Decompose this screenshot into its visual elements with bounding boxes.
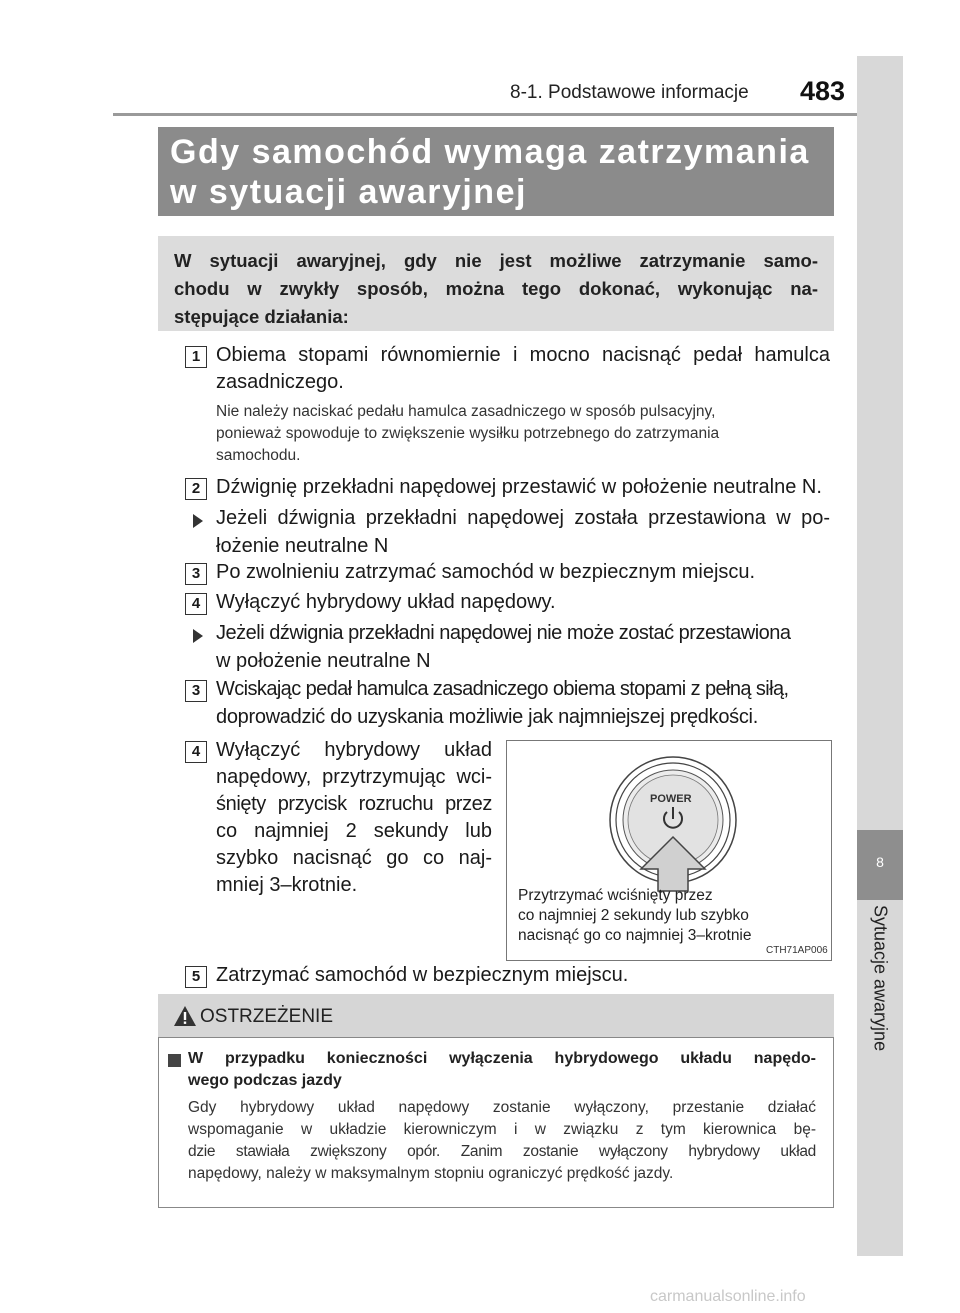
step-badge: 2	[185, 478, 207, 500]
intro-line-3: stępujące działania:	[174, 306, 349, 327]
step-1-note-1: Nie należy naciskać pedału hamulca zasadniczego w sposób pulsacyjny,	[216, 403, 716, 420]
chapter-number: 8	[876, 854, 884, 870]
step-badge: 3	[185, 563, 207, 585]
step-4a-text: Wyłączyć hybrydowy układ napędowy.	[216, 591, 556, 613]
power-button-label: POWER	[650, 793, 692, 805]
intro-line-1: W sytuacji awaryjnej, gdy nie jest możliwe zatrzymanie samo-	[174, 250, 818, 271]
figure-caption-1: Przytrzymać wciśnięty przez	[518, 887, 713, 904]
chapter-label-box	[857, 905, 903, 1135]
chapter-label: Sytuacje awaryjne	[870, 905, 891, 1052]
step-1-line-1: Obiema stopami równomiernie i mocno nacisnąć pedał hamulca	[216, 344, 830, 366]
step-3b-line-2: doprowadzić do uzyskania możliwie jak najmniejszej prędkości.	[216, 706, 758, 728]
case-arrow-icon	[193, 514, 203, 528]
figure-caption-2: co najmniej 2 sekundy lub szybko	[518, 907, 749, 924]
case-b-line-2: w położenie neutralne N	[216, 650, 431, 672]
title-line-1: Gdy samochód wymaga zatrzymania	[170, 133, 810, 171]
step-3b-line-1: Wciskając pedał hamulca zasadniczego obiema stopami z pełną siłą,	[216, 678, 789, 700]
case-a-line-2: łożenie neutralne N	[216, 535, 389, 557]
warning-triangle-icon	[173, 1005, 197, 1027]
figure-caption-3: nacisnąć go co najmniej 3–krotnie	[518, 927, 752, 944]
step-badge: 3	[185, 680, 207, 702]
step-4b-line: śnięty przycisk rozruchu przez	[216, 793, 492, 815]
warning-text-1: Gdy hybrydowy układ napędowy zostanie wyłączony, przestanie działać	[188, 1099, 816, 1116]
case-arrow-icon	[193, 629, 203, 643]
warning-title: OSTRZEŻENIE	[200, 1006, 334, 1027]
figure-code: CTH71AP006	[766, 945, 828, 956]
step-5-text: Zatrzymać samochód w bezpiecznym miejscu.	[216, 964, 629, 986]
step-1-note-3: samochodu.	[216, 447, 301, 464]
warning-subtitle-1: W przypadku konieczności wyłączenia hybrydowego układu napędo-	[188, 1050, 816, 1067]
watermark: carmanualsonline.info	[650, 1288, 806, 1305]
step-badge: 1	[185, 346, 207, 368]
step-badge: 4	[185, 741, 207, 763]
step-4b-line: mniej 3–krotnie.	[216, 874, 358, 896]
section-title: 8-1. Podstawowe informacje	[510, 82, 749, 103]
step-badge: 5	[185, 966, 207, 988]
step-2-text: Dźwignię przekładni napędowej przestawić w położenie neutralne N.	[216, 476, 822, 498]
step-4b-line: Wyłączyć hybrydowy układ	[216, 739, 492, 761]
warning-subtitle-2: wego podczas jazdy	[188, 1072, 342, 1089]
case-b-line-1: Jeżeli dźwignia przekładni napędowej nie może zostać przestawiona	[216, 622, 791, 644]
step-1-line-2: zasadniczego.	[216, 371, 344, 393]
intro-line-2: chodu w zwykły sposób, można tego dokonać, wykonując na-	[174, 278, 818, 299]
step-4b-line: szybko nacisnąć go co naj-	[216, 847, 492, 869]
warning-text-4: napędowy, należy w maksymalnym stopniu ograniczyć prędkość jazdy.	[188, 1165, 674, 1182]
page-number: 483	[800, 76, 846, 106]
page-title	[158, 127, 834, 216]
title-line-2: w sytuacji awaryjnej	[170, 173, 527, 211]
step-4b-line: napędowy, przytrzymując wci-	[216, 766, 492, 788]
warning-bullet-icon	[168, 1054, 181, 1067]
header-rule	[113, 113, 857, 116]
step-4b-line: co najmniej 2 sekundy lub	[216, 820, 492, 842]
intro-box	[158, 236, 834, 331]
step-1-note-2: ponieważ spowoduje to zwiększenie wysiłku potrzebnego do zatrzymania	[216, 425, 720, 442]
warning-text-3: dzie stawiała zwiększony opór. Zanim zostanie wyłączony hybrydowy układ	[188, 1143, 816, 1160]
step-badge: 4	[185, 593, 207, 615]
case-a-line-1: Jeżeli dźwignia przekładni napędowej została przestawiona w po-	[216, 507, 830, 529]
step-3a-text: Po zwolnieniu zatrzymać samochód w bezpiecznym miejscu.	[216, 561, 756, 583]
warning-text-2: wspomaganie w układzie kierowniczym i w związku z tym kierownica bę-	[188, 1121, 816, 1138]
